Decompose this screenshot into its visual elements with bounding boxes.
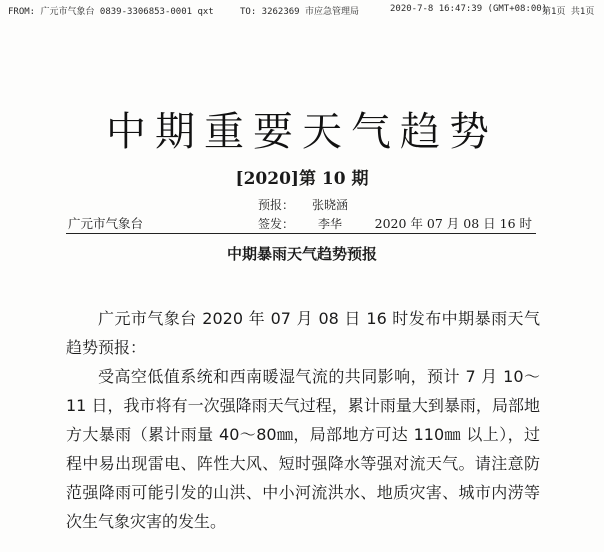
fax-from: FROM: 广元市气象台 0839-3306853-0001 qxt <box>8 7 214 17</box>
header-divider <box>66 233 536 234</box>
forecast-body <box>66 304 540 536</box>
fax-page: 第1页 共1页 <box>542 7 595 17</box>
issue-number: [2020]第 10 期 <box>235 169 369 189</box>
fax-to: TO: 3262369 市应急管理局 <box>240 7 360 17</box>
paragraph-intro: 广元市气象台 2020 年 07 月 08 日 16 时发布中期暴雨天气趋势预报： <box>66 309 540 357</box>
prepared-by: 张晓涵 <box>312 198 349 212</box>
signed-by: 李华 <box>318 217 343 231</box>
issuer: 广元市气象台 <box>68 216 144 231</box>
signed-label: 签发： <box>258 217 295 231</box>
prepared-label: 预报： <box>258 198 295 212</box>
fax-datetime: 2020-7-8 16:47:39 (GMT+08:00) <box>390 4 548 14</box>
paragraph-forecast: 受高空低值系统和西南暖湿气流的共同影响，预计 7 月 10～11 日，我市将有一次强降雨天气过程，累计雨量大到暴雨，局部地方大暴雨（累计雨量 40～80㎜，局部地方可达 110㎜ 以上），过程中易出现雷电、阵性大风、短时强降水等强对流天气。请注意防范强降雨可能引发的山洪、中小河流洪水、地质灾害、城市内涝等次生气象灾害的发生。 <box>66 367 540 531</box>
document-title: 中期重要天气趋势 <box>106 109 498 155</box>
issue-time: 2020 年 07 月 08 日 16 时 <box>374 216 532 231</box>
forecast-subtitle: 中期暴雨天气趋势预报 <box>226 245 377 263</box>
